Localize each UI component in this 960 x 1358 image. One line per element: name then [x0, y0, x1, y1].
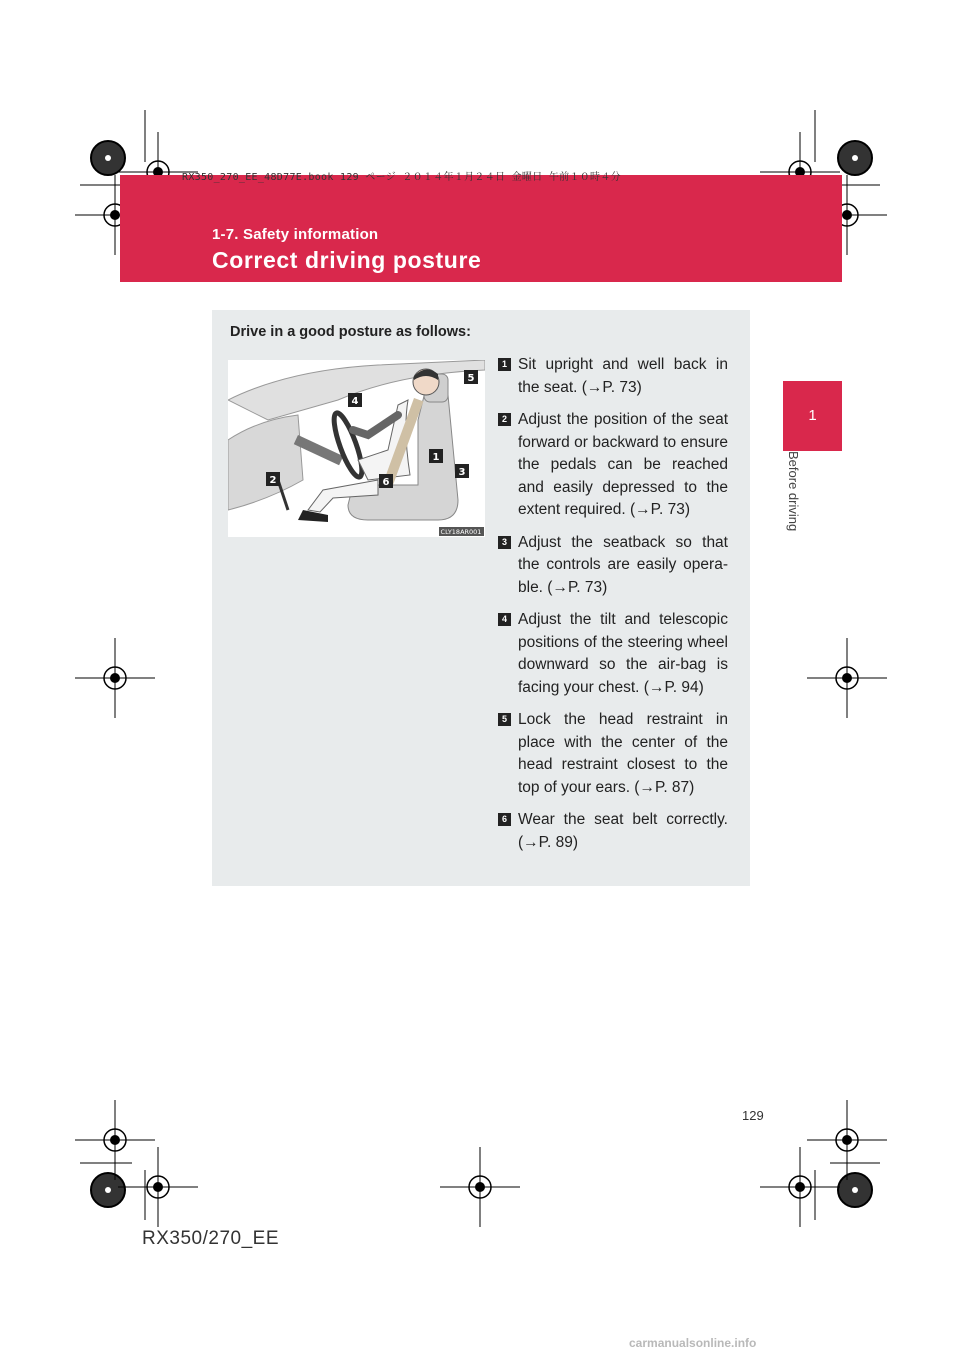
step-number: 1 — [498, 358, 511, 371]
step-item — [498, 354, 728, 399]
callout-5: 5 — [467, 373, 475, 384]
callout-3: 3 — [458, 467, 466, 478]
step-text: Wear the seat belt correctly. (→P. 89) — [518, 811, 728, 851]
step-item — [498, 532, 728, 600]
step-number: 4 — [498, 613, 511, 626]
page-title: Correct driving posture — [212, 247, 482, 273]
step-number: 2 — [498, 413, 511, 426]
book-info: RX350_270_EE_48D77E.book 129 ページ ２０１４年１月２４日 金曜日 午前１０時４分 — [182, 172, 621, 183]
section-label: 1-7. Safety information — [212, 226, 379, 243]
callout-2: 2 — [269, 475, 277, 486]
step-number: 3 — [498, 536, 511, 549]
model-code: RX350/270_EE — [142, 1228, 279, 1249]
figure-code: CLY18AR001 — [440, 528, 482, 536]
chapter-tab[interactable]: 1 — [783, 381, 842, 451]
step-text: Adjust the seatback so that the controls are easily opera-ble. (→P. 73) — [518, 533, 728, 596]
step-text: Adjust the tilt and telescopic positions of the steering wheel downward so the air-bag is facing your chest. (→P. 94) — [518, 611, 728, 696]
step-item — [498, 609, 728, 699]
step-item — [498, 709, 728, 799]
intro-text: Drive in a good posture as follows: — [230, 324, 471, 340]
callout-4: 4 — [351, 396, 359, 407]
step-number: 5 — [498, 713, 511, 726]
step-text: Adjust the position of the seat forward or backward to ensure the pedals can be reached and easily depressed to the extent required. (→P. 73) — [518, 411, 728, 518]
page-number: 129 — [742, 1108, 764, 1123]
step-number: 6 — [498, 813, 511, 826]
callout-1: 1 — [432, 452, 440, 463]
driver-drawing — [228, 360, 485, 537]
chapter-label-text: Before driving — [786, 451, 801, 532]
watermark[interactable]: carmanualsonline.info — [629, 1336, 757, 1350]
callout-6: 6 — [382, 477, 390, 488]
step-item — [498, 409, 728, 522]
step-text: Lock the head restraint in place with the center of the head restraint closest to the top of your ears. (→P. 87) — [518, 711, 728, 796]
step-item — [498, 809, 728, 854]
chapter-label — [783, 451, 803, 551]
step-text: Sit upright and well back in the seat. (→P. 73) — [518, 356, 728, 396]
step-list — [498, 354, 728, 864]
driving-posture-illustration — [228, 360, 485, 537]
